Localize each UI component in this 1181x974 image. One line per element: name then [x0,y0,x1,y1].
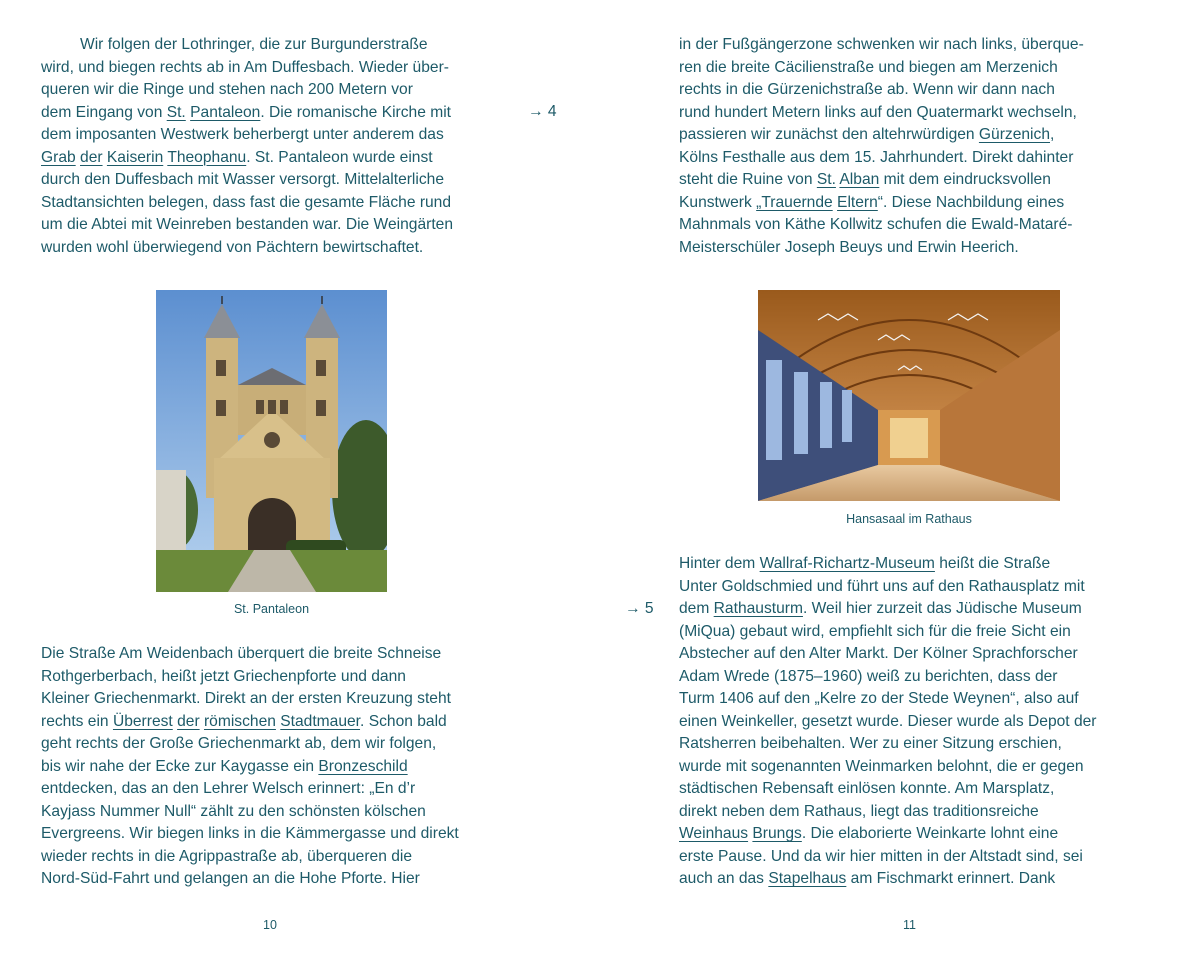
text-span: direkt neben dem Rathaus, liegt das traditionsreiche [679,802,1039,820]
text-line [41,733,511,756]
text-line [41,214,511,237]
text-line [679,756,1149,779]
inline-link[interactable]: „Trauernde [756,193,833,211]
text-line [679,57,1149,80]
inline-link[interactable]: der [177,712,200,730]
text-span: erste Pause. Und da wir hier mitten in der Altstadt sind, sei [679,847,1083,865]
right-paragraph-1 [679,34,1149,259]
text-span: Abstecher auf den Alter Markt. Der Kölner Sprachforscher [679,645,1078,662]
inline-link[interactable]: Bronzeschild [318,757,408,775]
text-span: Stadtansichten belegen, dass fast die gesamte Fläche rund [41,193,452,211]
inline-link[interactable]: Überrest [112,712,173,730]
text-line [41,846,511,869]
cross-reference-arrow-5[interactable]: → 5 [625,600,654,617]
text-span: rund hundert Metern links auf den Quatermarkt wechseln, [679,103,1077,121]
text-span: “. Diese Nachbildung eines [877,193,1065,211]
text-span: Hinter dem [679,555,760,572]
text-span: . Schon bald [360,712,447,730]
text-span: passieren wir zunächst den altehrwürdigen [679,126,979,143]
text-line [41,868,511,891]
inline-link[interactable]: Eltern [837,193,878,211]
text-span: Kölns Festhalle aus dem 15. Jahrhundert. Direkt dahinter [679,148,1074,166]
text-line [679,237,1149,260]
text-line [679,846,1149,869]
text-span: . Die elaborierte Weinkarte lohnt eine [801,825,1059,842]
text-span: auch an das [679,870,769,887]
text-span: um die Abtei mit Weinreben bestanden war. Die Weingärten [41,216,454,233]
text-line [679,34,1149,57]
text-span: Nord-Süd-Fahrt und gelangen an die Hohe Pforte. Hier [41,870,420,887]
text-line [679,192,1149,215]
text-span: städtischen Rebensaft einlösen konnte. Am Marsplatz, [679,780,1055,797]
text-span: Mahnmals von Käthe Kollwitz schufen die Ewald-Mataré- [679,216,1073,233]
hansasaal-photo [758,290,1060,501]
text-span: wird, und biegen rechts ab in Am Duffesbach. Wieder über- [41,58,449,76]
text-line [41,102,511,125]
text-span: Unter Goldschmied und führt uns auf den Rathausplatz mit [679,577,1085,595]
text-line [679,147,1149,170]
inline-link[interactable]: Theophanu [167,148,247,166]
text-span: (MiQua) gebaut wird, empfiehlt sich für die freie Sicht ein [679,622,1071,640]
text-span: Meisterschüler Joseph Beuys und Erwin Heerich. [679,238,1019,256]
text-line [41,169,511,192]
text-line [679,823,1149,846]
text-span: wieder rechts in die Agrippastraße ab, überqueren die [41,847,413,865]
text-span: rechts ein [41,712,113,730]
inline-link[interactable]: Grab [41,148,76,166]
text-line [679,778,1149,801]
text-line [41,666,511,689]
text-line [679,79,1149,102]
text-line [41,124,511,147]
text-span: wurde mit sogenannten Weinmarken belohnt, die er gegen [679,757,1084,775]
text-span: bis wir nahe der Ecke zur Kaygasse ein [41,757,319,775]
text-line [679,124,1149,147]
inline-link[interactable]: St. [816,171,836,188]
inline-link[interactable]: Gürzenich [978,126,1050,143]
text-span: Kleiner Griechenmarkt. Direkt an der ersten Kreuzung steht [41,690,451,707]
text-span: Die Straße Am Weidenbach überquert die breite Schneise [41,645,442,662]
text-span: Kunstwerk [679,193,757,211]
page-number-left: 10 [263,918,277,932]
text-line [41,34,511,57]
inline-link[interactable]: Stapelhaus [768,870,847,887]
text-span: Kayjass Nummer Null“ zählt zu den schönsten kölschen [41,802,426,820]
text-line [679,553,1149,576]
text-line [679,102,1149,125]
text-span: durch den Duffesbach mit Wasser versorgt. Mittelalterliche [41,171,445,188]
left-paragraph-1 [41,34,511,259]
right-paragraph-2 [679,553,1149,891]
text-line [41,711,511,734]
st-pantaleon-photo [156,290,387,592]
text-line [41,756,511,779]
text-line [41,147,511,170]
text-span: Ratsherren beibehalten. Wer zu einer Sitzung erschien, [679,735,1062,752]
text-line [679,666,1149,689]
text-span: entdecken, das an den Lehrer Welsch erinnert: „En d’r [41,780,416,797]
hansasaal-caption: Hansasaal im Rathaus [846,512,972,526]
text-line [679,169,1149,192]
text-span: dem [679,600,714,617]
text-line [679,733,1149,756]
text-line [679,801,1149,824]
text-line [41,192,511,215]
text-line [679,576,1149,599]
text-line [41,688,511,711]
text-span: Rothgerberbach, heißt jetzt Griechenpforte und dann [41,667,406,685]
text-span: . Die romanische Kirche mit [260,103,452,121]
text-line [41,237,511,260]
text-span: einen Weinkeller, gesetzt wurde. Dieser wurde als Depot der [679,712,1097,730]
inline-link[interactable]: St. [166,103,186,121]
text-span: geht rechts der Große Griechenmarkt ab, dem wir folgen, [41,735,437,752]
inline-link[interactable]: Weinhaus [679,825,749,842]
cross-reference-arrow-4[interactable]: → 4 [528,103,557,120]
text-line [41,823,511,846]
text-line [41,79,511,102]
page-number-right: 11 [903,918,916,932]
left-paragraph-2 [41,643,511,891]
text-line [41,801,511,824]
inline-link[interactable]: Wallraf-Richartz-Museum [759,555,935,572]
text-span: dem imposanten Westwerk beherbergt unter anderem das [41,126,444,143]
text-line [679,214,1149,237]
st-pantaleon-caption: St. Pantaleon [233,602,310,616]
text-span: am Fischmarkt erinnert. Dank [846,870,1056,887]
text-line [679,598,1149,621]
text-line [679,643,1149,666]
text-line [679,868,1149,891]
inline-link[interactable]: Alban [839,171,880,188]
text-span: , [1050,126,1055,143]
inline-link[interactable]: Kaiserin [106,148,164,166]
text-span: . St. Pantaleon wurde einst [246,148,433,166]
text-span: rechts in die Gürzenichstraße ab. Wenn wir dann nach [679,81,1055,98]
text-span: ren die breite Cäcilienstraße und biegen am Merzenich [679,58,1058,76]
text-span: Turm 1406 auf den „Kelre zo der Stede Weynen“, also auf [679,690,1079,707]
text-span: heißt die Straße [934,555,1051,572]
text-span: . Weil hier zurzeit das Jüdische Museum [802,600,1082,617]
text-line [679,688,1149,711]
inline-link[interactable]: römischen [203,712,276,730]
text-span: Adam Wrede (1875–1960) weiß zu berichten, dass der [679,667,1058,685]
text-span: dem Eingang von [41,103,167,121]
text-line [41,643,511,666]
inline-link[interactable]: Brungs [752,825,802,842]
text-line [41,57,511,80]
text-span: Wir folgen der Lothringer, die zur Burgunderstraße [80,36,428,53]
text-span: mit dem eindrucksvollen [879,171,1051,188]
text-span: steht die Ruine von [679,171,817,188]
text-span: Evergreens. Wir biegen links in die Kämmergasse und direkt [41,825,459,842]
text-line [679,711,1149,734]
text-span: queren wir die Ringe und stehen nach 200 Metern vor [41,81,413,98]
text-line [679,621,1149,644]
text-span: in der Fußgängerzone schwenken wir nach links, überque- [679,36,1084,53]
text-line [41,778,511,801]
inline-link[interactable]: Stadtmauer [280,712,361,730]
inline-link[interactable]: Pantaleon [190,103,261,121]
inline-link[interactable]: der [80,148,103,166]
text-span: wurden wohl überwiegend von Pächtern bewirtschaftet. [41,238,424,256]
inline-link[interactable]: Rathausturm [713,600,803,617]
